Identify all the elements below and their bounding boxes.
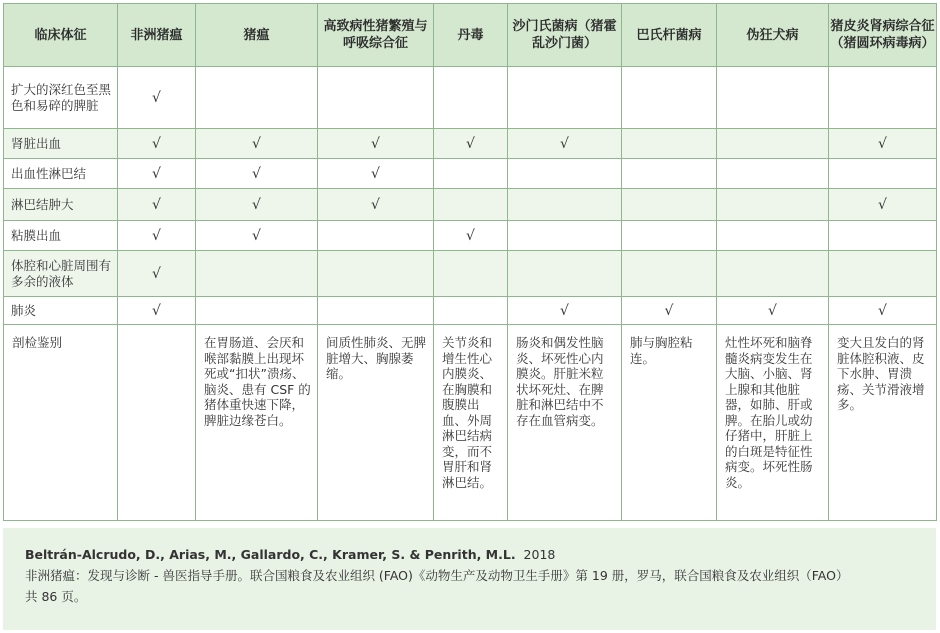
check-mark-cell: √	[318, 189, 434, 221]
empty-cell	[318, 251, 434, 297]
row-label: 粘膜出血	[4, 221, 118, 251]
findings-cell: 在胃肠道、会厌和喉部黏膜上出现坏死或“扣状”溃疡、脑炎、患有 CSF 的猪体重快速下降，脾脏边缘苍白。	[196, 325, 318, 521]
table-body	[4, 67, 937, 521]
check-mark-cell: √	[118, 251, 196, 297]
empty-cell	[622, 159, 717, 189]
row-label: 肾脏出血	[4, 129, 118, 159]
empty-cell	[196, 67, 318, 129]
empty-cell	[622, 67, 717, 129]
citation-year: 2018	[523, 547, 556, 562]
empty-cell	[829, 221, 937, 251]
empty-cell	[717, 67, 829, 129]
header-disease-3: 高致病性猪繁殖与呼吸综合征	[318, 4, 434, 67]
check-mark-cell: √	[318, 159, 434, 189]
empty-cell	[717, 129, 829, 159]
empty-cell	[508, 159, 622, 189]
check-mark-cell: √	[622, 297, 717, 325]
findings-cell: 灶性坏死和脑脊髓炎病变发生在大脑、小脑、肾上腺和其他脏器，如肺、肝或脾。在胎儿或幼仔猪中，肝脏上的白斑是特征性病变。坏死性肠炎。	[717, 325, 829, 521]
header-disease-4: 丹毒	[434, 4, 508, 67]
citation-line-2: 非洲猪瘟：发现与诊断 - 兽医指导手册。联合国粮食及农业组织 (FAO)《动物生产及动物卫生手册》第 19 册，罗马，联合国粮食及农业组织（FAO）	[25, 568, 849, 583]
empty-cell	[717, 251, 829, 297]
header-disease-7: 伪狂犬病	[717, 4, 829, 67]
header-disease-1: 非洲猪瘟	[118, 4, 196, 67]
findings-cell: 关节炎和增生性心内膜炎、在胸膜和腹膜出血、外周淋巴结病变，而不胃肝和肾淋巴结。	[434, 325, 508, 521]
diagnosis-table-container	[3, 3, 936, 521]
row-label: 肺炎	[4, 297, 118, 325]
findings-cell: 肠炎和偶发性脑炎、坏死性心内膜炎。肝脏米粒状坏死灶、在脾脏和淋巴结中不存在血管病变。	[508, 325, 622, 521]
empty-cell	[622, 129, 717, 159]
header-disease-2: 猪瘟	[196, 4, 318, 67]
citation-line-1	[25, 544, 936, 565]
citation-box	[3, 528, 936, 630]
empty-cell	[508, 221, 622, 251]
check-mark-cell: √	[118, 189, 196, 221]
check-mark-cell: √	[318, 129, 434, 159]
empty-cell	[318, 297, 434, 325]
header-clinical-signs: 临床体征	[4, 4, 118, 67]
empty-cell	[434, 251, 508, 297]
empty-cell	[717, 159, 829, 189]
empty-cell	[829, 251, 937, 297]
empty-cell	[508, 189, 622, 221]
row-label: 淋巴结肿大	[4, 189, 118, 221]
empty-cell	[434, 189, 508, 221]
check-mark-cell: √	[196, 189, 318, 221]
findings-cell	[118, 325, 196, 521]
check-mark-cell: √	[118, 221, 196, 251]
check-mark-cell: √	[717, 297, 829, 325]
findings-cell: 肺与胸腔粘连。	[622, 325, 717, 521]
empty-cell	[434, 67, 508, 129]
check-mark-cell: √	[508, 129, 622, 159]
citation-line-3: 共 86 页。	[25, 589, 87, 604]
empty-cell	[434, 297, 508, 325]
check-mark-cell: √	[829, 297, 937, 325]
table-row	[4, 251, 937, 297]
empty-cell	[829, 159, 937, 189]
empty-cell	[196, 297, 318, 325]
empty-cell	[622, 189, 717, 221]
empty-cell	[434, 159, 508, 189]
empty-cell	[829, 67, 937, 129]
table-row	[4, 189, 937, 221]
empty-cell	[622, 251, 717, 297]
row-label: 扩大的深红色至黑色和易碎的脾脏	[4, 67, 118, 129]
header-disease-6: 巴氏杆菌病	[622, 4, 717, 67]
row-label: 出血性淋巴结	[4, 159, 118, 189]
check-mark-cell: √	[434, 221, 508, 251]
check-mark-cell: √	[508, 297, 622, 325]
empty-cell	[717, 189, 829, 221]
check-mark-cell: √	[118, 159, 196, 189]
row-label: 剖检鉴别	[4, 325, 118, 521]
empty-cell	[717, 221, 829, 251]
check-mark-cell: √	[196, 159, 318, 189]
findings-cell: 间质性肺炎、无脾脏增大、胸腺萎缩。	[318, 325, 434, 521]
citation-authors: Beltrán-Alcrudo, D., Arias, M., Gallardo, C., Kramer, S. & Penrith, M.L.	[25, 547, 516, 562]
table-header-row	[4, 4, 937, 67]
empty-cell	[508, 251, 622, 297]
check-mark-cell: √	[118, 67, 196, 129]
header-disease-5: 沙门氏菌病（猪霍乱沙门菌）	[508, 4, 622, 67]
table-row	[4, 129, 937, 159]
check-mark-cell: √	[196, 221, 318, 251]
check-mark-cell: √	[196, 129, 318, 159]
table-row	[4, 67, 937, 129]
empty-cell	[508, 67, 622, 129]
header-disease-8: 猪皮炎肾病综合征（猪圆环病毒病）	[829, 4, 937, 67]
check-mark-cell: √	[829, 189, 937, 221]
row-label: 体腔和心脏周围有多余的液体	[4, 251, 118, 297]
empty-cell	[318, 221, 434, 251]
check-mark-cell: √	[118, 297, 196, 325]
necropsy-findings-row	[4, 325, 937, 521]
check-mark-cell: √	[118, 129, 196, 159]
findings-cell: 变大且发白的肾脏体腔积液、皮下水肿、胃溃疡、关节滑液增多。	[829, 325, 937, 521]
check-mark-cell: √	[829, 129, 937, 159]
check-mark-cell: √	[434, 129, 508, 159]
empty-cell	[196, 251, 318, 297]
empty-cell	[622, 221, 717, 251]
table-row	[4, 297, 937, 325]
differential-diagnosis-table	[3, 3, 937, 521]
empty-cell	[318, 67, 434, 129]
table-row	[4, 221, 937, 251]
table-row	[4, 159, 937, 189]
